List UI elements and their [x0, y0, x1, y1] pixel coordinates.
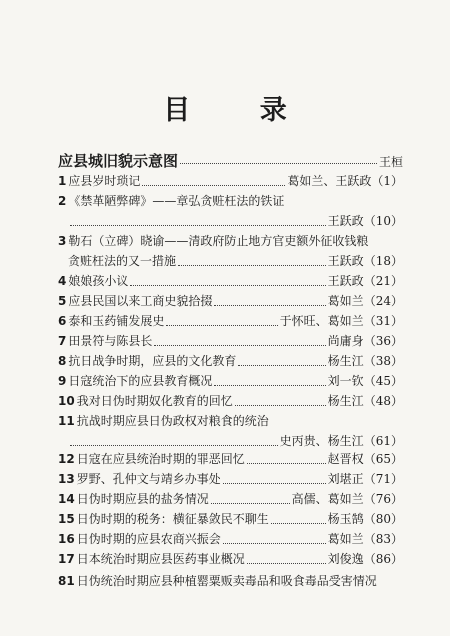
toc-leader-dots [154, 345, 325, 346]
toc-entry-number: 4 [58, 274, 67, 288]
toc-entry-number: 5 [58, 294, 67, 308]
toc-entry-title: 勒石（立碑）晓谕——清政府防止地方官吏额外征收钱粮 [68, 234, 369, 248]
toc-entry[interactable] [58, 490, 403, 510]
toc-leader-dots [223, 543, 326, 544]
toc-entry-number: 13 [58, 472, 75, 486]
toc-entry-page: 48 [375, 394, 391, 408]
toc-entry[interactable] [58, 292, 403, 312]
toc-entry-author: 刘堪正 [327, 472, 364, 486]
toc-entry[interactable] [58, 150, 403, 170]
toc-entry-page: 36 [375, 334, 391, 348]
toc-entry[interactable] [58, 470, 403, 490]
toc-entry-title: 田景符与陈县长 [68, 334, 153, 348]
toc-leader-dots [214, 305, 325, 306]
toc-leader-dots [271, 523, 326, 524]
toc-entry[interactable] [58, 550, 403, 570]
toc-entry-page: 61 [375, 434, 391, 448]
toc-entry[interactable] [58, 572, 403, 592]
toc-entry-author: 王桓 [378, 155, 403, 169]
toc-entry-author: 于怀旺、葛如兰 [279, 314, 364, 328]
toc-entry[interactable] [58, 412, 403, 432]
toc-entry-number: 15 [58, 512, 75, 526]
toc-entry-number: 8 [58, 354, 67, 368]
toc-entry-title: 罗野、孔仲文与靖乡办事处 [76, 472, 221, 486]
toc-entry-title: 日寇在应县统治时期的罪恶回忆 [76, 452, 245, 466]
toc-entry[interactable] [58, 530, 403, 550]
toc-entry-author: 葛如兰 [327, 532, 364, 546]
toc-entry-number: 81 [58, 574, 75, 588]
toc-entry-author-page: 葛如兰（83） [327, 532, 403, 546]
toc-entry-author-page: 杨生江（38） [327, 354, 403, 368]
toc-entry-author-page: 刘堪正（71） [327, 472, 403, 486]
toc-entry-author: 刘一钦 [327, 374, 364, 388]
toc-entry-page: 71 [375, 472, 391, 486]
toc-entry-author-page [379, 153, 403, 170]
toc-entry-author-page: 于怀旺、葛如兰（31） [279, 314, 403, 328]
toc-entry-author-page: 王跃政（10） [327, 214, 403, 228]
toc-leader-dots [166, 325, 277, 326]
toc-entry-number: 3 [58, 234, 67, 248]
toc-entry-author-page: 葛如兰（24） [327, 294, 403, 308]
toc-entry-author-page: 王跃政（21） [327, 274, 403, 288]
toc-leader-dots [178, 265, 326, 266]
toc-entry-page: 83 [375, 532, 391, 546]
toc-entry-number: 2 [58, 194, 67, 208]
toc-entry-number: 16 [58, 532, 75, 546]
toc-entry[interactable] [58, 232, 403, 252]
toc-leader-dots [235, 405, 326, 406]
toc-entry-author-page: 葛如兰、王跃政（1） [287, 174, 403, 188]
toc-entry-number: 9 [58, 374, 67, 388]
toc-entry-page: 65 [375, 452, 391, 466]
toc-entry-title: 日伪时期的应县农商兴振会 [76, 532, 221, 546]
toc-entry-author-page: 赵晋权（65） [327, 452, 403, 466]
toc-entry-title: 泰和玉药铺发展史 [68, 314, 165, 328]
toc-entry[interactable] [58, 352, 403, 372]
toc-entry-title: 日寇统治下的应县教育概况 [68, 374, 213, 388]
toc-entry-author-page: 王跃政（18） [327, 254, 403, 268]
toc-entry[interactable] [58, 392, 403, 412]
toc-entry-page: 38 [375, 354, 391, 368]
toc-entry-author: 王跃政 [327, 214, 364, 228]
toc-entry-title: 娘娘孩小议 [68, 274, 129, 288]
toc-entry-title: 抗日战争时期，应县的文化教育 [68, 354, 237, 368]
toc-entry-title: 日本统治时期应县医药事业概况 [76, 552, 245, 566]
toc-entry-title: 抗战时期应县日伪政权对粮食的统治 [76, 414, 269, 428]
toc-entry-title: 我对日伪时期奴化教育的回忆 [76, 394, 233, 408]
toc-leader-dots [247, 563, 326, 564]
toc-entry-author-page: 刘俊逸（86） [327, 552, 403, 566]
toc-entry-author-page: 尚庸身（36） [327, 334, 403, 348]
toc-leader-dots [70, 445, 278, 446]
toc-entry-number: 14 [58, 492, 75, 506]
toc-entry-title: 日伪统治时期应县种植罂粟贩卖毒品和吸食毒品受害情况 [76, 574, 377, 588]
toc-entry-page: 21 [375, 274, 391, 288]
toc-entry-page: 1 [383, 174, 391, 188]
toc-entry[interactable] [58, 510, 403, 530]
toc-entry[interactable] [58, 272, 403, 292]
toc-entry-author: 史丙贵、杨生江 [279, 434, 364, 448]
toc-entry-title: 日伪时期应县的盐务情况 [76, 492, 209, 506]
toc-entry-author: 高儒、葛如兰 [291, 492, 364, 506]
toc-entry-author-page: 刘一钦（45） [327, 374, 403, 388]
toc-entry-title: 应县民国以来工商史貌拾掇 [68, 294, 213, 308]
toc-leader-dots [211, 503, 290, 504]
toc-entry-page: 45 [375, 374, 391, 388]
toc-entry-number: 12 [58, 452, 75, 466]
toc-entry-author: 杨生江 [327, 354, 364, 368]
toc-entry-number: 17 [58, 552, 75, 566]
toc-entry-page: 10 [375, 214, 391, 228]
page-title: 目 录 [163, 95, 317, 126]
toc-entry-number: 1 [58, 174, 67, 188]
toc-entry-title: 日伪时期的税务：横征暴敛民不聊生 [76, 512, 269, 526]
toc-entry-author: 杨生江 [327, 394, 364, 408]
toc-entry[interactable] [58, 172, 403, 192]
toc-leader-dots [223, 483, 326, 484]
toc-entry-page: 76 [375, 492, 391, 506]
toc-entry-author: 杨玉鹄 [327, 512, 364, 526]
toc-leader-dots [247, 463, 326, 464]
toc-entry-page: 31 [375, 314, 391, 328]
toc-leader-dots [130, 285, 325, 286]
toc-entry-title: 贪赃枉法的又一措施 [68, 254, 177, 268]
toc-entry-author: 刘俊逸 [327, 552, 364, 566]
toc-entry-author: 王跃政 [327, 254, 364, 268]
toc-entry[interactable] [68, 252, 403, 272]
toc-entry-author-page: 杨生江（48） [327, 394, 403, 408]
toc-entry-author: 王跃政 [327, 274, 364, 288]
toc-entry-author-page: 杨玉鹄（80） [327, 512, 403, 526]
toc-entry-number: 7 [58, 334, 67, 348]
toc-entry[interactable] [58, 450, 403, 470]
toc-entry-title: 应县岁时琐记 [68, 174, 141, 188]
toc-leader-dots [180, 163, 377, 164]
toc-entry-title: 《禁革陋弊碑》——章弘贪赃枉法的铁证 [68, 194, 285, 208]
toc-entry-author: 赵晋权 [327, 452, 364, 466]
toc-entry-page: 80 [375, 512, 391, 526]
toc-entry-author-page: 高儒、葛如兰（76） [291, 492, 403, 506]
toc-entry-page: 86 [375, 552, 391, 566]
toc-entry[interactable] [68, 212, 403, 232]
toc-entry-page: 18 [375, 254, 391, 268]
toc-entry-number: 10 [58, 394, 75, 408]
toc-entry-number: 11 [58, 414, 75, 428]
toc-entry[interactable] [58, 332, 403, 352]
toc-entry-page: 24 [375, 294, 391, 308]
toc-entry-title: 应县城旧貌示意图 [58, 152, 179, 170]
toc-entry[interactable] [68, 432, 403, 452]
toc-leader-dots [238, 365, 325, 366]
toc-entry-number: 6 [58, 314, 67, 328]
toc-leader-dots [70, 225, 326, 226]
toc-entry-author: 葛如兰 [327, 294, 364, 308]
toc-entry[interactable] [58, 192, 403, 212]
toc-entry[interactable] [58, 312, 403, 332]
toc-entry-author-page: 史丙贵、杨生江（61） [279, 434, 403, 448]
toc-entry[interactable] [58, 372, 403, 392]
toc-leader-dots [214, 385, 325, 386]
toc-entry-author: 葛如兰、王跃政 [287, 174, 372, 188]
toc-leader-dots [142, 185, 285, 186]
toc-entry-author: 尚庸身 [327, 334, 364, 348]
